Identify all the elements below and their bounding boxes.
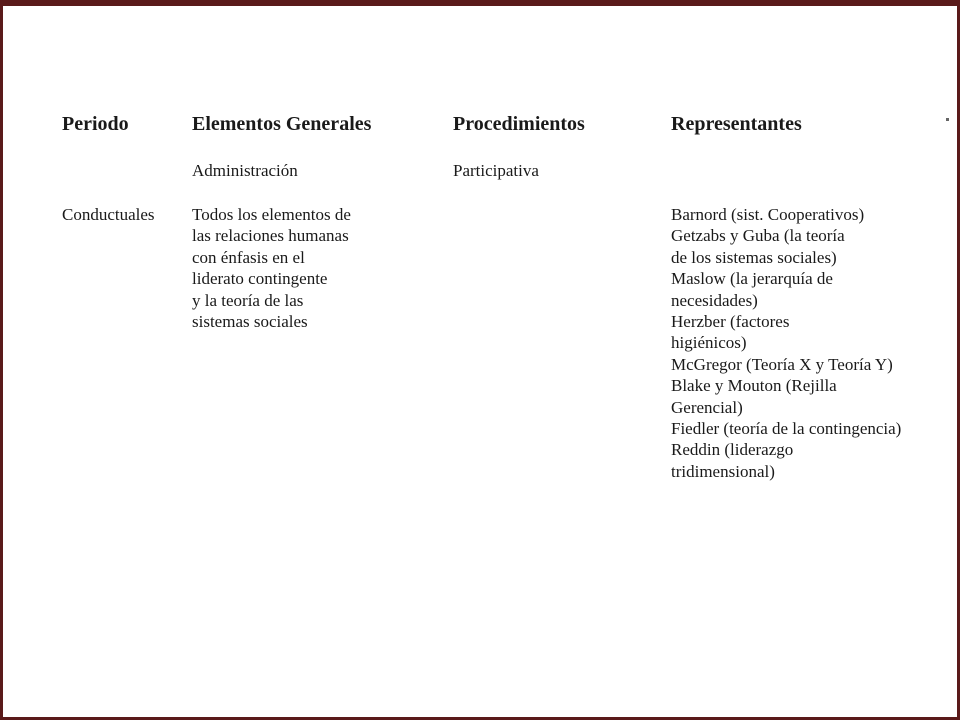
header-representantes: Representantes	[671, 113, 802, 135]
representantes-line: Herzber (factores	[671, 312, 790, 332]
representantes-line: Maslow (la jerarquía de	[671, 269, 833, 289]
header-elementos-generales: Elementos Generales	[192, 113, 372, 135]
representantes-line: Getzabs y Guba (la teoría	[671, 226, 845, 246]
subheader-administracion: Administración	[192, 161, 298, 180]
cell-elementos-generales	[192, 204, 351, 332]
elementos-line: las relaciones humanas	[192, 226, 349, 246]
representantes-line: Gerencial)	[671, 397, 743, 417]
subheader-participativa: Participativa	[453, 161, 539, 180]
elementos-line: sistemas sociales	[192, 312, 308, 332]
representantes-line: McGregor (Teoría X y Teoría Y)	[671, 354, 893, 374]
cell-representantes	[671, 204, 901, 482]
representantes-line: necesidades)	[671, 290, 758, 310]
elementos-line: Todos los elementos de	[192, 205, 351, 224]
header-procedimientos: Procedimientos	[453, 113, 585, 135]
representantes-line: Reddin (liderazgo	[671, 440, 794, 460]
cell-periodo: Conductuales	[62, 205, 155, 224]
header-periodo: Periodo	[62, 113, 129, 135]
edge-mark	[946, 118, 949, 121]
representantes-line: de los sistemas sociales)	[671, 247, 837, 267]
representantes-line: Barnord (sist. Cooperativos)	[671, 205, 865, 224]
representantes-line: Blake y Mouton (Rejilla	[671, 376, 837, 396]
representantes-line: Fiedler (teoría de la contingencia)	[671, 419, 902, 439]
representantes-line: higiénicos)	[671, 333, 747, 353]
elementos-line: con énfasis en el	[192, 247, 305, 267]
elementos-line: liderato contingente	[192, 269, 328, 289]
representantes-line: tridimensional)	[671, 461, 775, 481]
elementos-line: y la teoría de las	[192, 290, 304, 310]
